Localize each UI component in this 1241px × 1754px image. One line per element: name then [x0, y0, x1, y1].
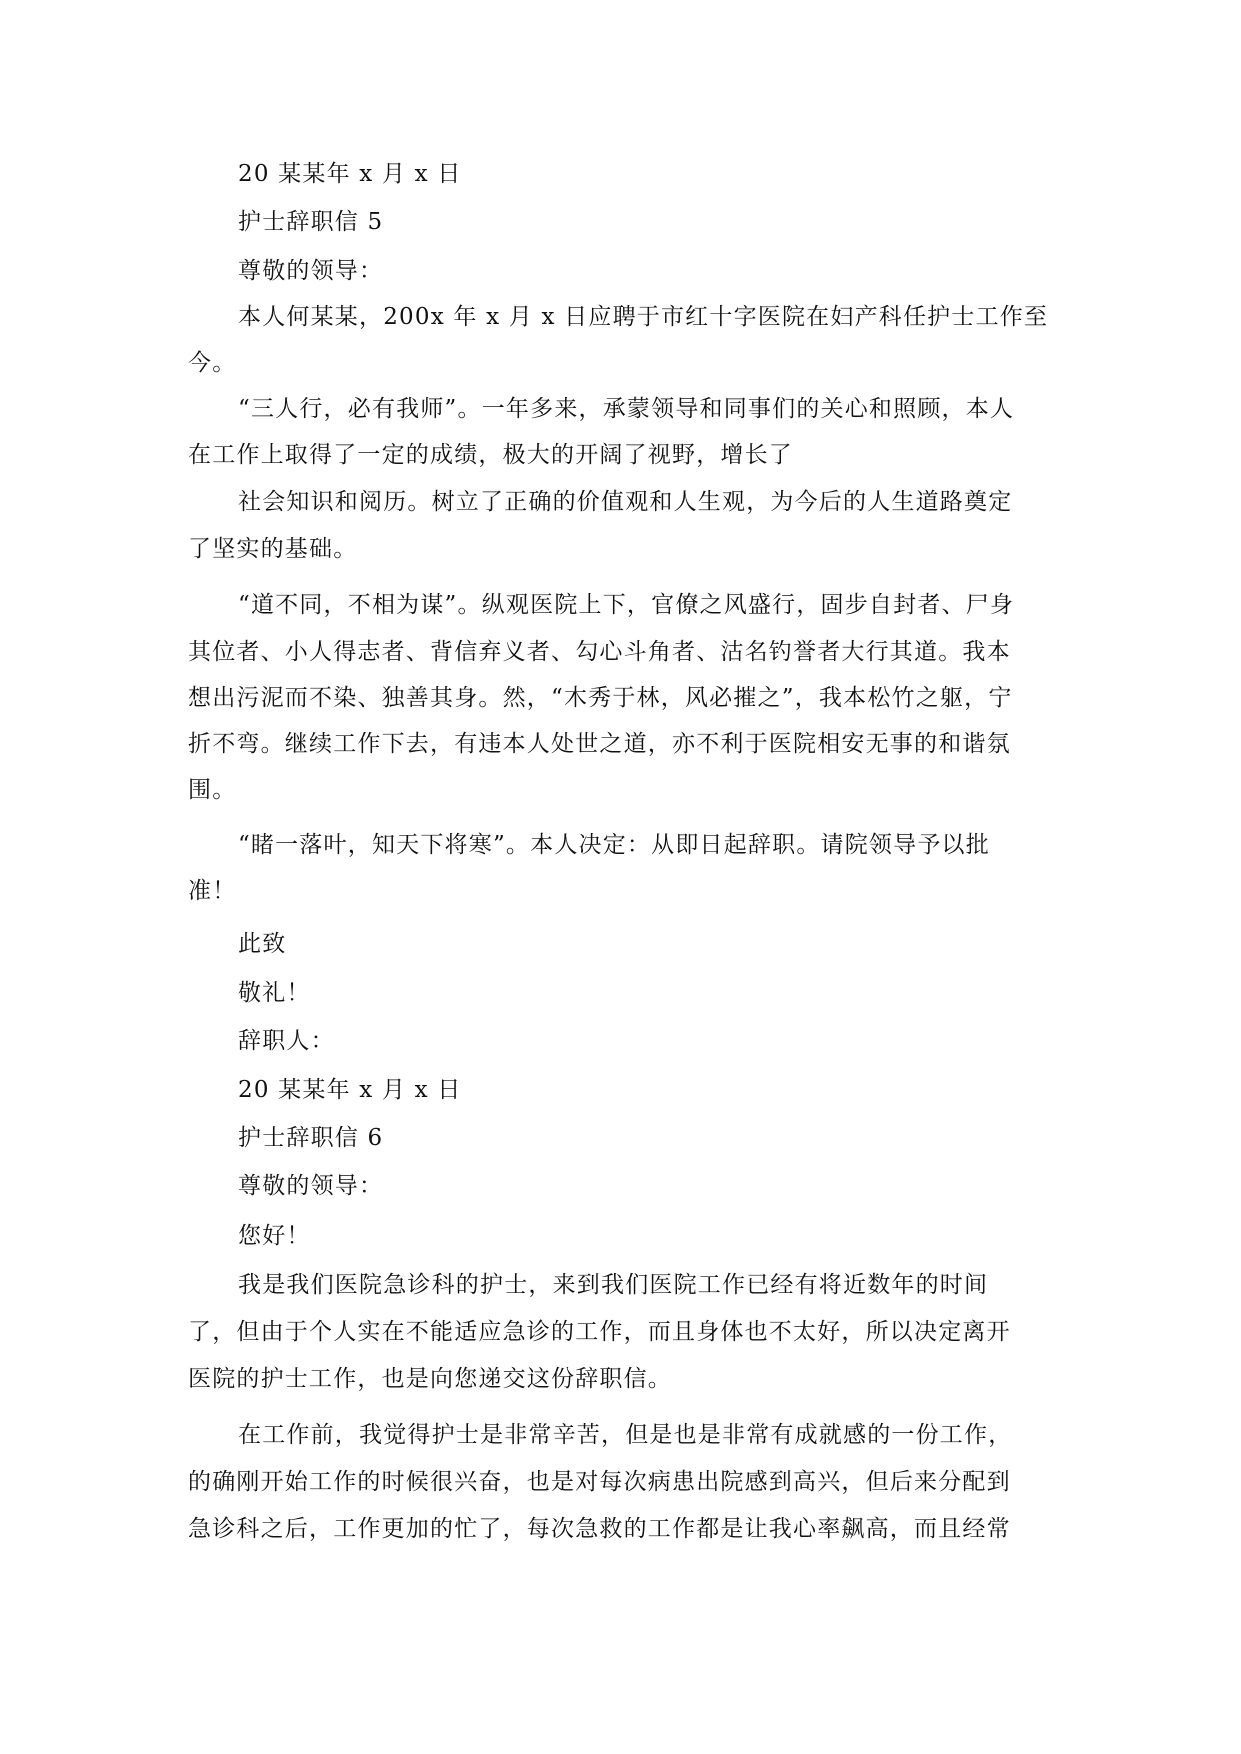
paragraph-line: “道不同，不相为谋”。纵观医院上下，官僚之风盛行，固步自封者、尸身	[238, 592, 1015, 618]
paragraph-line: 今。	[188, 350, 237, 376]
paragraph-line: “三人行，必有我师”。一年多来，承蒙领导和同事们的关心和照顾，本人	[238, 396, 1015, 422]
paragraph-line: 的确刚开始工作的时候很兴奋，也是对每次病患出院感到高兴，但后来分配到	[188, 1469, 1011, 1495]
paragraph-line: 我是我们医院急诊科的护士，来到我们医院工作已经有将近数年的时间	[238, 1272, 989, 1298]
paragraph-line: 折不弯。继续工作下去，有违本人处世之道，亦不利于医院相安无事的和谐氛	[188, 731, 1011, 757]
date-line: 20 某某年 x 月 x 日	[238, 161, 462, 187]
paragraph-line: 医院的护士工作，也是向您递交这份辞职信。	[188, 1366, 672, 1392]
paragraph-line: 急诊科之后，工作更加的忙了，每次急救的工作都是让我心率飙高，而且经常	[188, 1516, 1011, 1542]
letter-heading-5: 护士辞职信 5	[238, 209, 384, 235]
salutation: 尊敬的领导：	[238, 258, 384, 284]
paragraph-line: 本人何某某，200x 年 x 月 x 日应聘于市红十字医院在妇产科任护士工作至	[238, 304, 1049, 330]
paragraph-line: 其位者、小人得志者、背信弃义者、勾心斗角者、沽名钓誉者大行其道。我本	[188, 639, 1011, 665]
paragraph-line: “睹一落叶，知天下将寒”。本人决定：从即日起辞职。请院领导予以批	[238, 832, 990, 858]
paragraph-line: 想出污泥而不染、独善其身。然，“木秀于林，风必摧之”，我本松竹之躯，宁	[188, 685, 1013, 711]
paragraph-line: 在工作前，我觉得护士是非常辛苦，但是也是非常有成就感的一份工作，	[238, 1422, 1013, 1448]
letter-heading-6: 护士辞职信 6	[238, 1125, 384, 1151]
salutation: 尊敬的领导：	[238, 1173, 384, 1199]
paragraph-line: 在工作上取得了一定的成绩，极大的开阔了视野，增长了	[188, 442, 793, 468]
closing-line: 此致	[238, 931, 287, 957]
paragraph-line: 围。	[188, 777, 237, 803]
greeting: 您好！	[238, 1223, 311, 1249]
paragraph-line: 准！	[188, 878, 237, 904]
paragraph-line: 了，但由于个人实在不能适应急诊的工作，而且身体也不太好，所以决定离开	[188, 1319, 1011, 1345]
date-line: 20 某某年 x 月 x 日	[238, 1077, 462, 1103]
paragraph-line: 了坚实的基础。	[188, 536, 358, 562]
paragraph-line: 社会知识和阅历。树立了正确的价值观和人生观，为今后的人生道路奠定	[238, 489, 1013, 515]
closing-line: 敬礼！	[238, 980, 311, 1006]
signature-line: 辞职人：	[238, 1028, 335, 1054]
